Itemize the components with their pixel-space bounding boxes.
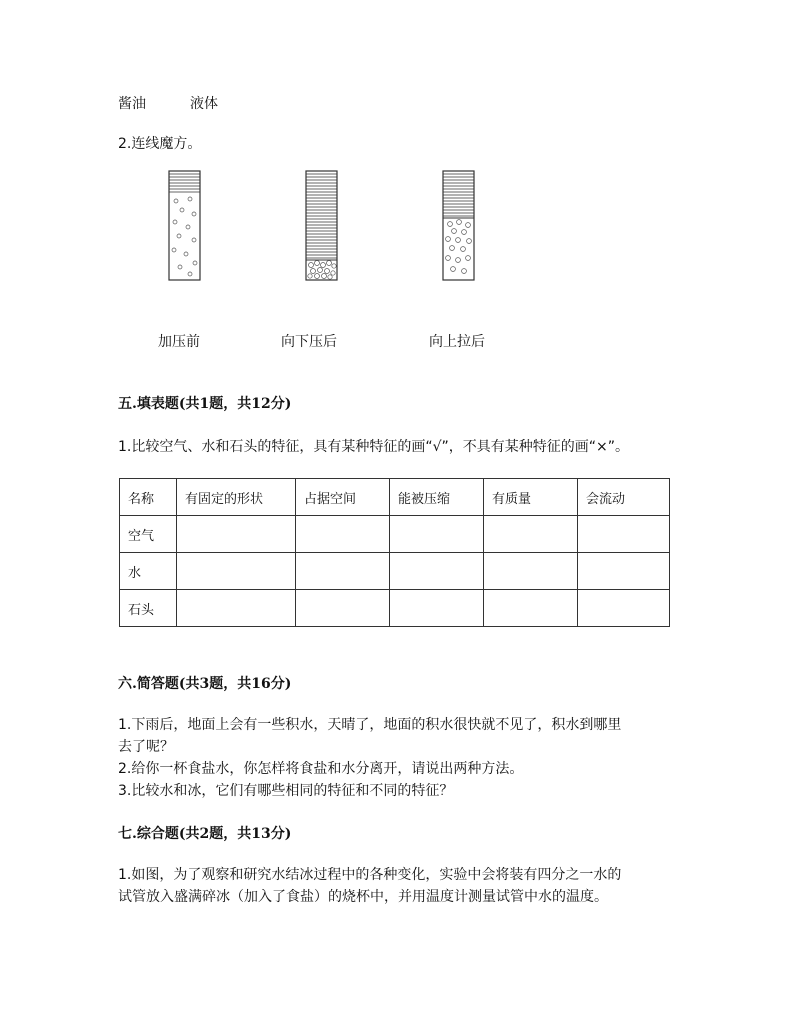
table-cell[interactable]	[390, 516, 484, 553]
section-6-heading: 六.简答题(共3题，共16分)	[118, 676, 292, 692]
section-7-question-1-line-1: 1.如图，为了观察和研究水结冰过程中的各种变化，实验中会将装有四分之一水的	[118, 867, 622, 883]
section-5-question-1: 1.比较空气、水和石头的特征，具有某种特征的画“√”，不具有某种特征的画“×”。	[118, 439, 630, 455]
table-row	[120, 553, 670, 590]
tube-before-diagram	[168, 170, 202, 282]
table-cell[interactable]	[484, 590, 578, 627]
table-cell[interactable]	[484, 553, 578, 590]
section-7-heading: 七.综合题(共2题，共13分)	[118, 826, 292, 842]
section-7-question-1-line-2: 试管放入盛满碎冰（加入了食盐）的烧杯中，并用温度计测量试管中水的温度。	[118, 889, 608, 905]
table-header-cell: 占据空间	[296, 479, 390, 516]
tube-pulled-caption: 向上拉后	[429, 334, 485, 350]
table-cell[interactable]	[578, 553, 670, 590]
table-cell[interactable]	[296, 516, 390, 553]
table-header-cell: 有质量	[484, 479, 578, 516]
table-row-label: 空气	[120, 516, 177, 553]
tube-pressed-diagram	[305, 170, 339, 282]
table-row	[120, 516, 670, 553]
section-6-question-1-line-2: 去了呢？	[118, 739, 174, 755]
section-6-question-1-line-1: 1.下雨后，地面上会有一些积水，天晴了，地面的积水很快就不见了，积水到哪里	[118, 717, 622, 733]
table-header-row	[120, 479, 670, 516]
table-header-cell: 有固定的形状	[177, 479, 296, 516]
table-header-cell: 名称	[120, 479, 177, 516]
section-6-question-3: 3.比较水和冰，它们有哪些相同的特征和不同的特征？	[118, 783, 454, 799]
pair-left-text: 酱油	[118, 96, 146, 112]
question-2-title: 2.连线魔方。	[118, 136, 202, 152]
table-cell[interactable]	[578, 516, 670, 553]
table-header-cell: 能被压缩	[390, 479, 484, 516]
table-cell[interactable]	[177, 553, 296, 590]
table-cell[interactable]	[177, 516, 296, 553]
table-cell[interactable]	[296, 590, 390, 627]
table-row	[120, 590, 670, 627]
table-cell[interactable]	[390, 590, 484, 627]
table-cell[interactable]	[177, 590, 296, 627]
section-5-heading: 五.填表题(共1题，共12分)	[118, 396, 292, 412]
table-cell[interactable]	[296, 553, 390, 590]
table-header-cell: 会流动	[578, 479, 670, 516]
feature-table	[119, 478, 670, 627]
table-cell[interactable]	[390, 553, 484, 590]
tube-pulled-diagram	[442, 170, 476, 282]
table-cell[interactable]	[578, 590, 670, 627]
table-row-label: 水	[120, 553, 177, 590]
tube-before-caption: 加压前	[158, 334, 200, 350]
tube-pressed-caption: 向下压后	[281, 334, 337, 350]
section-6-question-2: 2.给你一杯食盐水，你怎样将食盐和水分离开，请说出两种方法。	[118, 761, 524, 777]
pair-right-text: 液体	[190, 96, 218, 112]
table-row-label: 石头	[120, 590, 177, 627]
table-cell[interactable]	[484, 516, 578, 553]
